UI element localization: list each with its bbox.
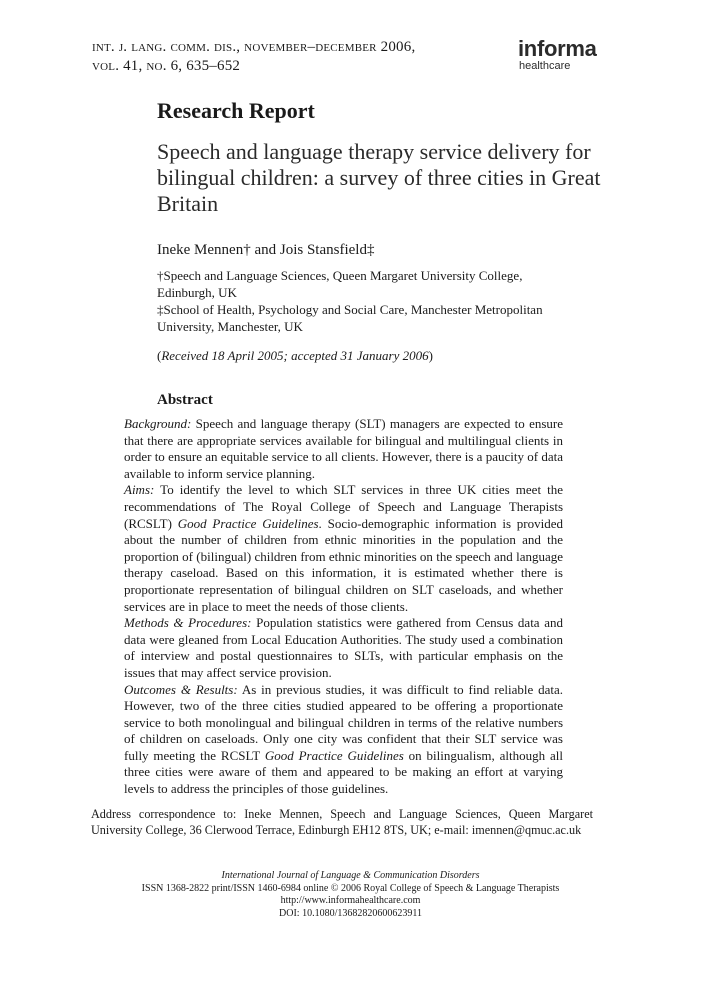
abstract-aims	[124, 482, 563, 615]
received-close-paren: )	[428, 348, 433, 363]
aims-text-1: To identify the level to which SLT services in three UK cities meet the recommendations of The Royal College of Speech and Language Therapists (RCSLT)	[124, 482, 563, 531]
journal-abbrev: int. j. lang. comm. dis.	[92, 39, 237, 55]
footer-issn: ISSN 1368-2822 print/ISSN 1460-6984 online © 2006 Royal College of Speech & Language Therapists	[141, 882, 560, 894]
journal-volume-pages: vol. 41, no. 6, 635–652	[92, 58, 241, 74]
methods-label: Methods & Procedures:	[124, 615, 252, 631]
outcomes-label: Outcomes & Results:	[124, 681, 238, 697]
journal-citation-line-1	[92, 38, 415, 57]
authors: Ineke Mennen† and Jois Stansfield‡	[157, 242, 375, 258]
publisher-logo	[518, 38, 597, 72]
footer-journal-name: International Journal of Language & Communication Disorders	[221, 870, 480, 881]
aims-label: Aims:	[124, 482, 155, 498]
affiliations	[157, 267, 577, 335]
correspondence-address: Address correspondence to: Ineke Mennen, Speech and Language Sciences, Queen Margaret University College, 36 Clerwood Terrace, Edinburgh EH12 8TS, UK; e-mail: imennen@qmuc.ac.uk	[91, 807, 593, 837]
footer-doi: DOI: 10.1080/13682820600623911	[279, 907, 422, 919]
received-text: Received 18 April 2005; accepted 31 January 2006	[161, 348, 429, 363]
article-title: Speech and language therapy service delivery for bilingual children: a survey of three cities in Great Britain	[157, 139, 601, 216]
outcomes-text-2: on bilingualism, although all three cities were aware of them and appeared to be making an effort at varying levels to address the principles of those guidelines.	[124, 747, 563, 797]
background-text: Speech and language therapy (SLT) managers are expected to ensure that there are appropriate services available for bilingual and multilingual clients in order to ensure an equitable service to all clients. However, there is a paucity of data available to inform service planning.	[124, 416, 563, 481]
background-label: Background:	[124, 416, 192, 431]
publisher-brand: informa	[518, 36, 597, 61]
abstract-body	[124, 416, 563, 798]
abstract-outcomes	[124, 682, 563, 798]
methods-text: Population statistics were gathered from Census data and data were gleaned from Local Education Authorities. The study used a combination of interview and postal questionnaires to SLTs, with particular emphasis on the issues that may affect service provision.	[124, 615, 563, 680]
aims-text-2: . Socio-demographic information is provided about the number of children from ethnic minorities in the population and the proportion of (bilingual) children from ethnic minorities on the speech and language therapy caseload. Based on this information, it is estimated whether there is proportionate representation of bilingual children on SLT caseloads, and whether services are in place to meet the needs of those clients.	[124, 515, 564, 614]
page-footer	[0, 870, 701, 920]
report-type: Research Report	[157, 98, 315, 123]
journal-header	[92, 38, 415, 76]
affiliation-1: †Speech and Language Sciences, Queen Margaret University College, Edinburgh, UK	[157, 268, 523, 300]
received-open-paren: (	[157, 348, 162, 363]
abstract-heading: Abstract	[157, 392, 213, 408]
affiliation-2: ‡School of Health, Psychology and Social Care, Manchester Metropolitan University, Manchester, UK	[157, 302, 543, 334]
aims-italic: Good Practice Guidelines	[177, 515, 319, 531]
journal-issue-date: , november–december 2006,	[236, 39, 416, 55]
outcomes-text-1: As in previous studies, it was difficult to find reliable data. However, two of the three cities studied appeared to be offering a proportionate service to both monolingual and bilingual children in terms of the relative numbers of children on caseloads. Only one city was confident that their SLT service was fully meeting the RCSLT	[124, 681, 564, 763]
received-dates	[157, 348, 433, 364]
abstract-background	[124, 416, 563, 482]
outcomes-italic: Good Practice Guidelines	[264, 747, 404, 763]
publisher-sub: healthcare	[519, 60, 571, 72]
footer-url: http://www.informahealthcare.com	[280, 895, 421, 906]
abstract-methods	[124, 615, 563, 681]
